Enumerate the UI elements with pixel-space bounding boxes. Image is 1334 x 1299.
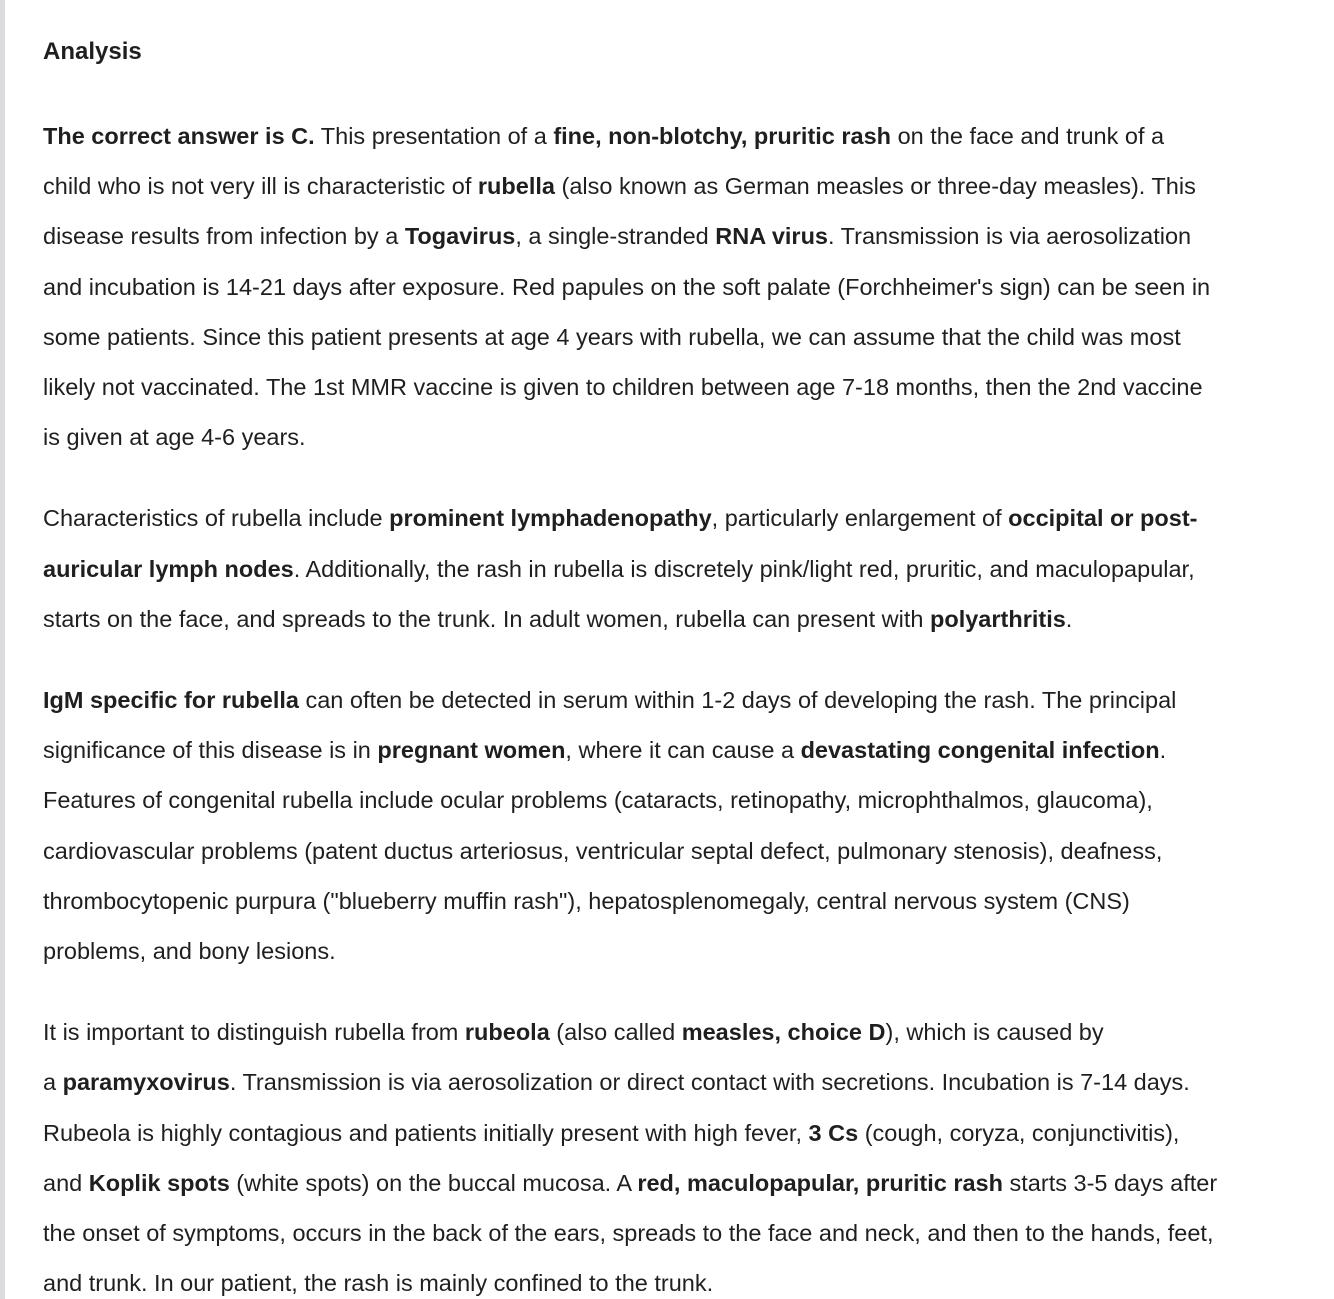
body-text: ), which is caused by [885, 1019, 1104, 1046]
body-text: disease results from infection by a [43, 223, 405, 250]
paragraph-line [43, 412, 1313, 462]
body-text: and trunk. In our patient, the rash is mainly confined to the trunk. [43, 1270, 714, 1297]
paragraph-line [43, 675, 1313, 725]
body-text: likely not vaccinated. The 1st MMR vaccine is given to children between age 7-18 months, then the 2nd vaccine [43, 374, 1203, 401]
body-text: . [1159, 737, 1167, 764]
paragraph-line [43, 826, 1313, 876]
body-text: problems, and bony lesions. [43, 938, 336, 965]
emphasis-text: Koplik spots [88, 1169, 230, 1196]
paragraph-3 [43, 675, 1313, 976]
paragraph-line [43, 725, 1313, 775]
body-text: the onset of symptoms, occurs in the back of the ears, spreads to the face and neck, and then to the hands, feet, [43, 1220, 1214, 1247]
body-text: and incubation is 14-21 days after exposure. Red papules on the soft palate (Forchheimer's sign) can be seen in [43, 273, 1211, 300]
analysis-body [43, 111, 1313, 1299]
body-text: . Transmission is via aerosolization or direct contact with secretions. Incubation is 7-14 days. [229, 1069, 1190, 1096]
paragraph-line [43, 1057, 1313, 1107]
body-text: a [43, 1069, 63, 1096]
body-text: (also known as German measles or three-day measles). This [554, 173, 1196, 200]
body-text: . Additionally, the rash in rubella is discretely pink/light red, pruritic, and maculopapular, [293, 555, 1195, 582]
emphasis-text: RNA virus [715, 223, 828, 250]
emphasis-text: rubella [477, 173, 555, 200]
paragraph-line [43, 111, 1313, 161]
paragraph-line [43, 1007, 1313, 1057]
section-heading: Analysis [43, 38, 142, 65]
body-text: , where it can cause a [565, 737, 801, 764]
body-text: Characteristics of rubella include [43, 505, 390, 532]
body-text: on the face and trunk of a [891, 123, 1165, 149]
paragraph-line [43, 594, 1313, 644]
body-text: child who is not very ill is characteristic of [43, 173, 478, 200]
paragraph-line [43, 544, 1313, 594]
paragraph-line [43, 493, 1313, 543]
body-text: (cough, coryza, conjunctivitis), [858, 1119, 1180, 1146]
paragraph-2 [43, 493, 1313, 644]
emphasis-text: measles, choice D [681, 1019, 886, 1046]
emphasis-text: paramyxovirus [62, 1069, 230, 1096]
body-text: is given at age 4-6 years. [43, 424, 306, 451]
paragraph-line [43, 362, 1313, 412]
body-text: starts on the face, and spreads to the trunk. In adult women, rubella can present with [43, 605, 930, 632]
paragraph-line [43, 876, 1313, 926]
paragraph-line [43, 211, 1313, 261]
paragraph-line [43, 926, 1313, 976]
body-text: some patients. Since this patient presents at age 4 years with rubella, we can assume that the child was most [43, 323, 1181, 350]
paragraph-line [43, 775, 1313, 825]
body-text: starts 3-5 days after [1002, 1169, 1218, 1196]
body-text: (white spots) on the buccal mucosa. A [229, 1169, 638, 1196]
emphasis-text: IgM specific for rubella [43, 687, 299, 714]
emphasis-text: auricular lymph nodes [43, 555, 294, 582]
body-text: cardiovascular problems (patent ductus arteriosus, ventricular septal defect, pulmonary stenosis), deafness, [43, 837, 1163, 864]
paragraph-line [43, 312, 1313, 362]
body-text: , a single-stranded [515, 223, 716, 250]
paragraph-4 [43, 1007, 1313, 1299]
emphasis-text: 3 Cs [808, 1119, 859, 1146]
body-text: can often be detected in serum within 1-2 days of developing the rash. The principal [298, 687, 1177, 714]
body-text: This presentation of a [314, 123, 554, 149]
emphasis-text: The correct answer is C. [43, 123, 315, 149]
emphasis-text: rubeola [464, 1019, 550, 1046]
paragraph-line [43, 1108, 1313, 1158]
body-text: Rubeola is highly contagious and patients initially present with high fever, [43, 1119, 809, 1146]
emphasis-text: pregnant women [377, 737, 566, 764]
paragraph-line [43, 262, 1313, 312]
body-text: , particularly enlargement of [711, 505, 1009, 532]
body-text: (also called [549, 1019, 682, 1046]
emphasis-text: prominent lymphadenopathy [389, 505, 712, 532]
analysis-section [43, 30, 1313, 1299]
emphasis-text: Togavirus [404, 223, 516, 250]
paragraph-line [43, 161, 1313, 211]
body-text: Features of congenital rubella include ocular problems (cataracts, retinopathy, microphthalmos, glaucoma), [43, 787, 1153, 814]
body-text: It is important to distinguish rubella from [43, 1019, 465, 1046]
body-text: thrombocytopenic purpura ("blueberry muffin rash"), hepatosplenomegaly, central nervous system (CNS) [43, 887, 1130, 914]
emphasis-text: red, maculopapular, pruritic rash [637, 1169, 1003, 1196]
paragraph-line [43, 1258, 1313, 1299]
body-text: . Transmission is via aerosolization [828, 223, 1192, 250]
body-text: significance of this disease is in [43, 737, 378, 764]
paragraph-line [43, 1158, 1313, 1208]
emphasis-text: devastating congenital infection [800, 737, 1160, 764]
emphasis-text: fine, non-blotchy, pruritic rash [553, 123, 892, 149]
emphasis-text: occipital or post- [1008, 505, 1198, 532]
paragraph-line [43, 1208, 1313, 1258]
body-text: . [1065, 605, 1073, 632]
paragraph-1 [43, 111, 1313, 462]
left-border-rule [0, 0, 5, 1299]
emphasis-text: polyarthritis [929, 605, 1066, 632]
body-text: and [43, 1169, 89, 1196]
